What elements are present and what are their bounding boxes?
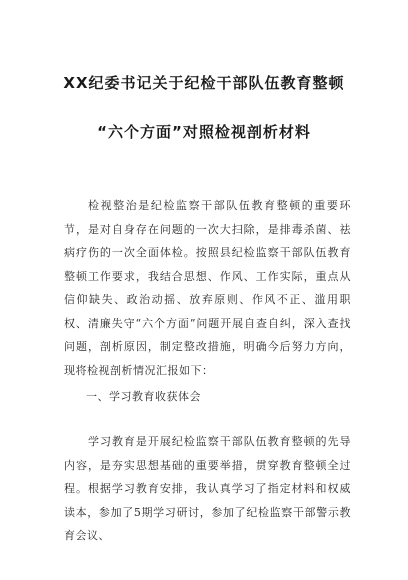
document-title-line1: XX纪委书记关于纪检干部队伍教育整顿 bbox=[63, 74, 345, 92]
section-heading: 一、学习教育收获体会 bbox=[86, 390, 201, 403]
document-title-line2: “六个方面”对照检视剖析材料 bbox=[97, 123, 311, 141]
body-paragraph: 学习教育是开展纪检监察干部队伍教育整顿的先导内容，是夯实思想基础的重要举措，贯穿教育整顿全过程。根据学习教育安排，我认真学习了指定材料和权威读本，参加了5期学习研讨，参加了纪检监察干部警示教育会议、 bbox=[64, 435, 351, 542]
intro-paragraph: 检视整治是纪检监察干部队伍教育整顿的重要环节，是对自身存在问题的一次大扫除，是排毒杀菌、祛病疗伤的一次全面体检。按照县纪检监察干部队伍教育整顿工作要求，我结合思想、作风、工作实际，重点从信仰缺失、政治动摇、放弃原则、作风不正、滥用职权、清廉失守“六个方面”问题开展自查自纠，深入查找问题，剖析原因，制定整改措施，明确今后努力方向，现将检视剖析情况汇报如下： bbox=[64, 199, 351, 377]
